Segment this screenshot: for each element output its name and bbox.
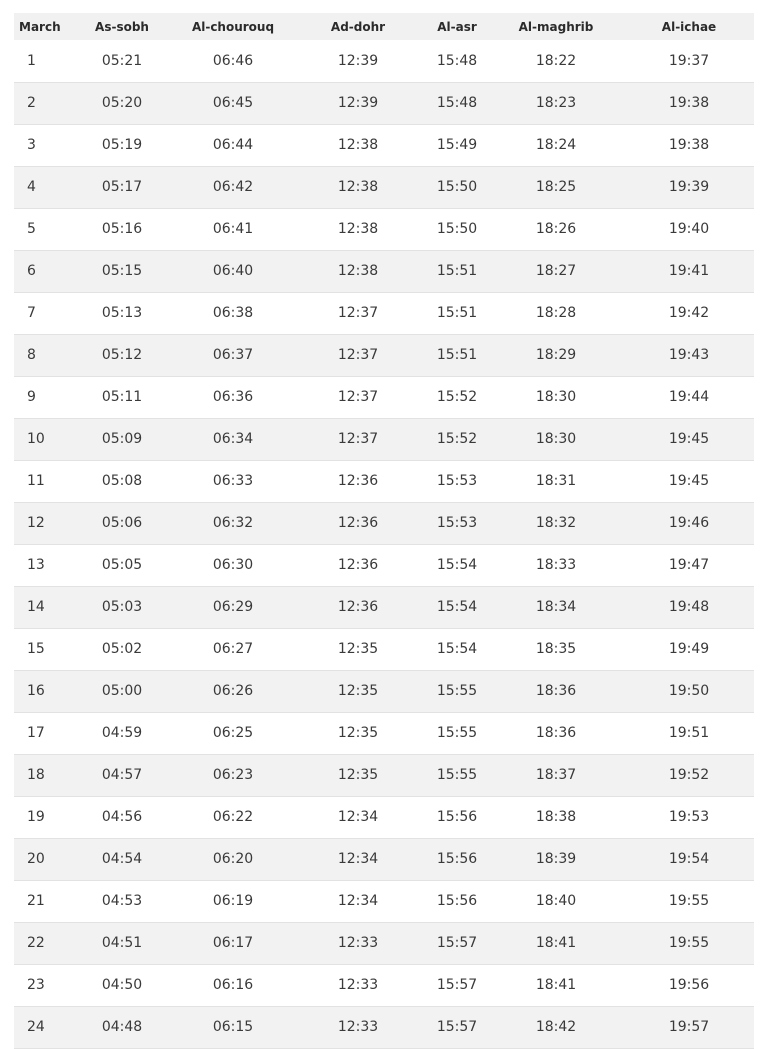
cell-day: 5 bbox=[27, 221, 36, 237]
cell-ad-dohr: 12:37 bbox=[337, 389, 379, 405]
cell-al-maghrib: 18:29 bbox=[535, 347, 577, 363]
cell-day: 20 bbox=[27, 851, 45, 867]
cell-ad-dohr: 12:36 bbox=[337, 473, 379, 489]
table-body bbox=[14, 40, 754, 1048]
cell-al-chourouq: 06:32 bbox=[212, 515, 254, 531]
cell-al-chourouq: 06:19 bbox=[212, 893, 254, 909]
cell-al-chourouq: 06:46 bbox=[212, 52, 254, 69]
cell-ad-dohr: 12:34 bbox=[337, 893, 379, 909]
cell-ad-dohr: 12:33 bbox=[337, 1019, 379, 1035]
cell-al-ichae: 19:38 bbox=[668, 95, 710, 111]
table-row bbox=[14, 418, 754, 460]
cell-al-ichae: 19:45 bbox=[668, 431, 710, 447]
cell-as-sobh: 04:48 bbox=[101, 1019, 143, 1035]
table-row bbox=[14, 250, 754, 292]
cell-day: 19 bbox=[27, 809, 45, 825]
cell-day: 23 bbox=[27, 977, 45, 993]
cell-as-sobh: 05:19 bbox=[101, 137, 143, 153]
cell-al-ichae: 19:50 bbox=[668, 683, 710, 699]
cell-al-ichae: 19:42 bbox=[668, 305, 710, 321]
cell-al-maghrib: 18:39 bbox=[535, 851, 577, 867]
cell-ad-dohr: 12:38 bbox=[337, 137, 379, 153]
header-al-maghrib: Al-maghrib bbox=[518, 19, 594, 34]
cell-as-sobh: 05:09 bbox=[101, 431, 143, 447]
cell-al-maghrib: 18:34 bbox=[535, 599, 577, 615]
table-row bbox=[14, 124, 754, 166]
cell-al-maghrib: 18:41 bbox=[535, 935, 577, 951]
cell-al-ichae: 19:39 bbox=[668, 179, 710, 195]
cell-al-asr: 15:53 bbox=[436, 515, 478, 531]
cell-al-asr: 15:52 bbox=[436, 431, 478, 447]
cell-al-maghrib: 18:25 bbox=[535, 179, 577, 195]
cell-ad-dohr: 12:35 bbox=[337, 683, 379, 699]
cell-al-asr: 15:55 bbox=[436, 767, 478, 783]
cell-day: 11 bbox=[27, 473, 45, 489]
cell-al-maghrib: 18:36 bbox=[535, 725, 577, 741]
cell-al-ichae: 19:47 bbox=[668, 557, 710, 573]
cell-ad-dohr: 12:37 bbox=[337, 347, 379, 363]
cell-al-ichae: 19:43 bbox=[668, 347, 710, 363]
cell-al-asr: 15:55 bbox=[436, 683, 478, 699]
cell-al-ichae: 19:54 bbox=[668, 851, 710, 867]
cell-al-asr: 15:54 bbox=[436, 641, 478, 657]
cell-as-sobh: 04:54 bbox=[101, 851, 143, 867]
header-as-sobh: As-sobh bbox=[95, 19, 149, 34]
cell-al-asr: 15:56 bbox=[436, 851, 478, 867]
cell-al-chourouq: 06:34 bbox=[212, 431, 254, 447]
cell-day: 14 bbox=[27, 599, 45, 615]
cell-al-chourouq: 06:25 bbox=[212, 725, 254, 741]
cell-al-asr: 15:54 bbox=[436, 557, 478, 573]
cell-al-asr: 15:49 bbox=[436, 137, 478, 153]
cell-al-ichae: 19:53 bbox=[668, 809, 710, 825]
cell-as-sobh: 04:57 bbox=[101, 767, 143, 783]
cell-ad-dohr: 12:38 bbox=[337, 263, 379, 279]
cell-al-asr: 15:48 bbox=[436, 95, 478, 111]
cell-day: 2 bbox=[27, 95, 36, 111]
cell-al-asr: 15:54 bbox=[436, 599, 478, 615]
table-row bbox=[14, 712, 754, 754]
cell-al-chourouq: 06:29 bbox=[212, 599, 254, 615]
cell-al-ichae: 19:51 bbox=[668, 725, 710, 741]
cell-al-ichae: 19:56 bbox=[668, 977, 710, 993]
cell-day: 24 bbox=[27, 1019, 45, 1035]
cell-al-maghrib: 18:42 bbox=[535, 1019, 577, 1035]
table-row bbox=[14, 82, 754, 124]
cell-as-sobh: 04:51 bbox=[101, 935, 143, 951]
cell-al-asr: 15:51 bbox=[436, 263, 478, 279]
cell-al-maghrib: 18:30 bbox=[535, 431, 577, 447]
table-row bbox=[14, 796, 754, 838]
table-row bbox=[14, 502, 754, 544]
table-row bbox=[14, 670, 754, 712]
cell-al-ichae: 19:48 bbox=[668, 599, 710, 615]
cell-day: 1 bbox=[27, 52, 36, 69]
table-row bbox=[14, 208, 754, 250]
cell-al-asr: 15:55 bbox=[436, 725, 478, 741]
cell-ad-dohr: 12:34 bbox=[337, 809, 379, 825]
table-row bbox=[14, 460, 754, 502]
table-row bbox=[14, 334, 754, 376]
cell-as-sobh: 05:00 bbox=[101, 683, 143, 699]
cell-al-chourouq: 06:45 bbox=[212, 95, 254, 111]
cell-as-sobh: 05:05 bbox=[101, 557, 143, 573]
cell-ad-dohr: 12:35 bbox=[337, 641, 379, 657]
cell-al-chourouq: 06:37 bbox=[212, 347, 254, 363]
cell-al-maghrib: 18:33 bbox=[535, 557, 577, 573]
cell-as-sobh: 04:56 bbox=[101, 809, 143, 825]
cell-day: 16 bbox=[27, 683, 45, 699]
cell-al-chourouq: 06:40 bbox=[212, 263, 254, 279]
cell-day: 4 bbox=[27, 179, 36, 195]
cell-al-asr: 15:57 bbox=[436, 1019, 478, 1035]
cell-al-maghrib: 18:24 bbox=[535, 137, 577, 153]
cell-al-maghrib: 18:37 bbox=[535, 767, 577, 783]
cell-ad-dohr: 12:33 bbox=[337, 977, 379, 993]
cell-al-asr: 15:51 bbox=[436, 305, 478, 321]
cell-al-ichae: 19:52 bbox=[668, 767, 710, 783]
cell-ad-dohr: 12:33 bbox=[337, 935, 379, 951]
cell-as-sobh: 05:02 bbox=[101, 641, 143, 657]
cell-al-ichae: 19:38 bbox=[668, 137, 710, 153]
header-ad-dohr: Ad-dohr bbox=[330, 19, 386, 34]
cell-as-sobh: 05:11 bbox=[101, 389, 143, 405]
cell-day: 15 bbox=[27, 641, 45, 657]
cell-al-ichae: 19:37 bbox=[668, 52, 710, 69]
cell-day: 10 bbox=[27, 431, 45, 447]
cell-as-sobh: 05:15 bbox=[101, 263, 143, 279]
cell-day: 8 bbox=[27, 347, 36, 363]
cell-as-sobh: 05:03 bbox=[101, 599, 143, 615]
cell-ad-dohr: 12:37 bbox=[337, 305, 379, 321]
cell-as-sobh: 04:50 bbox=[101, 977, 143, 993]
cell-day: 22 bbox=[27, 935, 45, 951]
cell-ad-dohr: 12:35 bbox=[337, 725, 379, 741]
cell-al-asr: 15:50 bbox=[436, 221, 478, 237]
cell-al-maghrib: 18:36 bbox=[535, 683, 577, 699]
cell-al-chourouq: 06:38 bbox=[212, 305, 254, 321]
cell-al-maghrib: 18:31 bbox=[535, 473, 577, 489]
cell-al-chourouq: 06:41 bbox=[212, 221, 254, 237]
cell-as-sobh: 05:16 bbox=[101, 221, 143, 237]
cell-al-asr: 15:50 bbox=[436, 179, 478, 195]
header-al-chourouq: Al-chourouq bbox=[191, 19, 275, 34]
cell-as-sobh: 05:20 bbox=[101, 95, 143, 111]
table-row bbox=[14, 628, 754, 670]
cell-al-chourouq: 06:44 bbox=[212, 137, 254, 153]
cell-ad-dohr: 12:36 bbox=[337, 515, 379, 531]
prayer-times-table bbox=[14, 13, 754, 1049]
table-row bbox=[14, 292, 754, 334]
table-row bbox=[14, 1006, 754, 1048]
cell-day: 17 bbox=[27, 725, 45, 741]
cell-as-sobh: 04:53 bbox=[101, 893, 143, 909]
cell-al-maghrib: 18:28 bbox=[535, 305, 577, 321]
cell-al-ichae: 19:40 bbox=[668, 221, 710, 237]
cell-al-ichae: 19:49 bbox=[668, 641, 710, 657]
cell-al-chourouq: 06:15 bbox=[212, 1019, 254, 1035]
cell-al-chourouq: 06:26 bbox=[212, 683, 254, 699]
cell-al-asr: 15:56 bbox=[436, 809, 478, 825]
cell-al-maghrib: 18:26 bbox=[535, 221, 577, 237]
cell-day: 6 bbox=[27, 263, 36, 279]
header-row bbox=[14, 13, 754, 40]
cell-day: 7 bbox=[27, 305, 36, 321]
cell-al-maghrib: 18:35 bbox=[535, 641, 577, 657]
cell-as-sobh: 05:21 bbox=[101, 52, 143, 69]
cell-al-maghrib: 18:40 bbox=[535, 893, 577, 909]
cell-al-maghrib: 18:30 bbox=[535, 389, 577, 405]
cell-al-maghrib: 18:41 bbox=[535, 977, 577, 993]
cell-al-asr: 15:53 bbox=[436, 473, 478, 489]
cell-ad-dohr: 12:36 bbox=[337, 599, 379, 615]
table-row bbox=[14, 964, 754, 1006]
table-row bbox=[14, 544, 754, 586]
table-row bbox=[14, 40, 754, 82]
cell-al-ichae: 19:57 bbox=[668, 1019, 710, 1035]
cell-al-ichae: 19:44 bbox=[668, 389, 710, 405]
cell-al-chourouq: 06:42 bbox=[212, 179, 254, 195]
cell-as-sobh: 05:08 bbox=[101, 473, 143, 489]
cell-al-asr: 15:57 bbox=[436, 935, 478, 951]
table-row bbox=[14, 838, 754, 880]
cell-day: 18 bbox=[27, 767, 45, 783]
header-al-ichae: Al-ichae bbox=[661, 19, 717, 34]
cell-ad-dohr: 12:39 bbox=[337, 95, 379, 111]
cell-as-sobh: 05:13 bbox=[101, 305, 143, 321]
cell-al-chourouq: 06:33 bbox=[212, 473, 254, 489]
cell-as-sobh: 05:12 bbox=[101, 347, 143, 363]
cell-as-sobh: 05:06 bbox=[101, 515, 143, 531]
cell-ad-dohr: 12:35 bbox=[337, 767, 379, 783]
cell-al-ichae: 19:46 bbox=[668, 515, 710, 531]
cell-al-chourouq: 06:30 bbox=[212, 557, 254, 573]
cell-al-ichae: 19:41 bbox=[668, 263, 710, 279]
cell-day: 3 bbox=[27, 137, 36, 153]
cell-al-asr: 15:56 bbox=[436, 893, 478, 909]
cell-al-maghrib: 18:38 bbox=[535, 809, 577, 825]
cell-al-asr: 15:52 bbox=[436, 389, 478, 405]
cell-al-asr: 15:48 bbox=[436, 52, 478, 69]
cell-ad-dohr: 12:36 bbox=[337, 557, 379, 573]
table-row bbox=[14, 880, 754, 922]
cell-ad-dohr: 12:37 bbox=[337, 431, 379, 447]
cell-day: 21 bbox=[27, 893, 45, 909]
table-row bbox=[14, 376, 754, 418]
cell-al-chourouq: 06:16 bbox=[212, 977, 254, 993]
cell-al-ichae: 19:45 bbox=[668, 473, 710, 489]
cell-ad-dohr: 12:39 bbox=[337, 52, 379, 69]
cell-al-chourouq: 06:22 bbox=[212, 809, 254, 825]
cell-al-asr: 15:51 bbox=[436, 347, 478, 363]
table-row bbox=[14, 922, 754, 964]
cell-al-asr: 15:57 bbox=[436, 977, 478, 993]
cell-day: 9 bbox=[27, 389, 36, 405]
cell-as-sobh: 05:17 bbox=[101, 179, 143, 195]
cell-al-chourouq: 06:27 bbox=[212, 641, 254, 657]
cell-al-maghrib: 18:23 bbox=[535, 95, 577, 111]
table-row bbox=[14, 754, 754, 796]
header-month: March bbox=[19, 19, 61, 34]
cell-al-chourouq: 06:36 bbox=[212, 389, 254, 405]
cell-as-sobh: 04:59 bbox=[101, 725, 143, 741]
cell-al-maghrib: 18:32 bbox=[535, 515, 577, 531]
table-header bbox=[14, 13, 754, 40]
cell-ad-dohr: 12:38 bbox=[337, 221, 379, 237]
cell-ad-dohr: 12:34 bbox=[337, 851, 379, 867]
cell-al-ichae: 19:55 bbox=[668, 935, 710, 951]
cell-day: 12 bbox=[27, 515, 45, 531]
cell-al-chourouq: 06:23 bbox=[212, 767, 254, 783]
table-row bbox=[14, 586, 754, 628]
cell-al-chourouq: 06:20 bbox=[212, 851, 254, 867]
cell-al-maghrib: 18:22 bbox=[535, 52, 577, 69]
cell-ad-dohr: 12:38 bbox=[337, 179, 379, 195]
cell-al-chourouq: 06:17 bbox=[212, 935, 254, 951]
cell-al-maghrib: 18:27 bbox=[535, 263, 577, 279]
header-al-asr: Al-asr bbox=[437, 19, 477, 34]
cell-day: 13 bbox=[27, 557, 45, 573]
cell-al-ichae: 19:55 bbox=[668, 893, 710, 909]
table-row bbox=[14, 166, 754, 208]
